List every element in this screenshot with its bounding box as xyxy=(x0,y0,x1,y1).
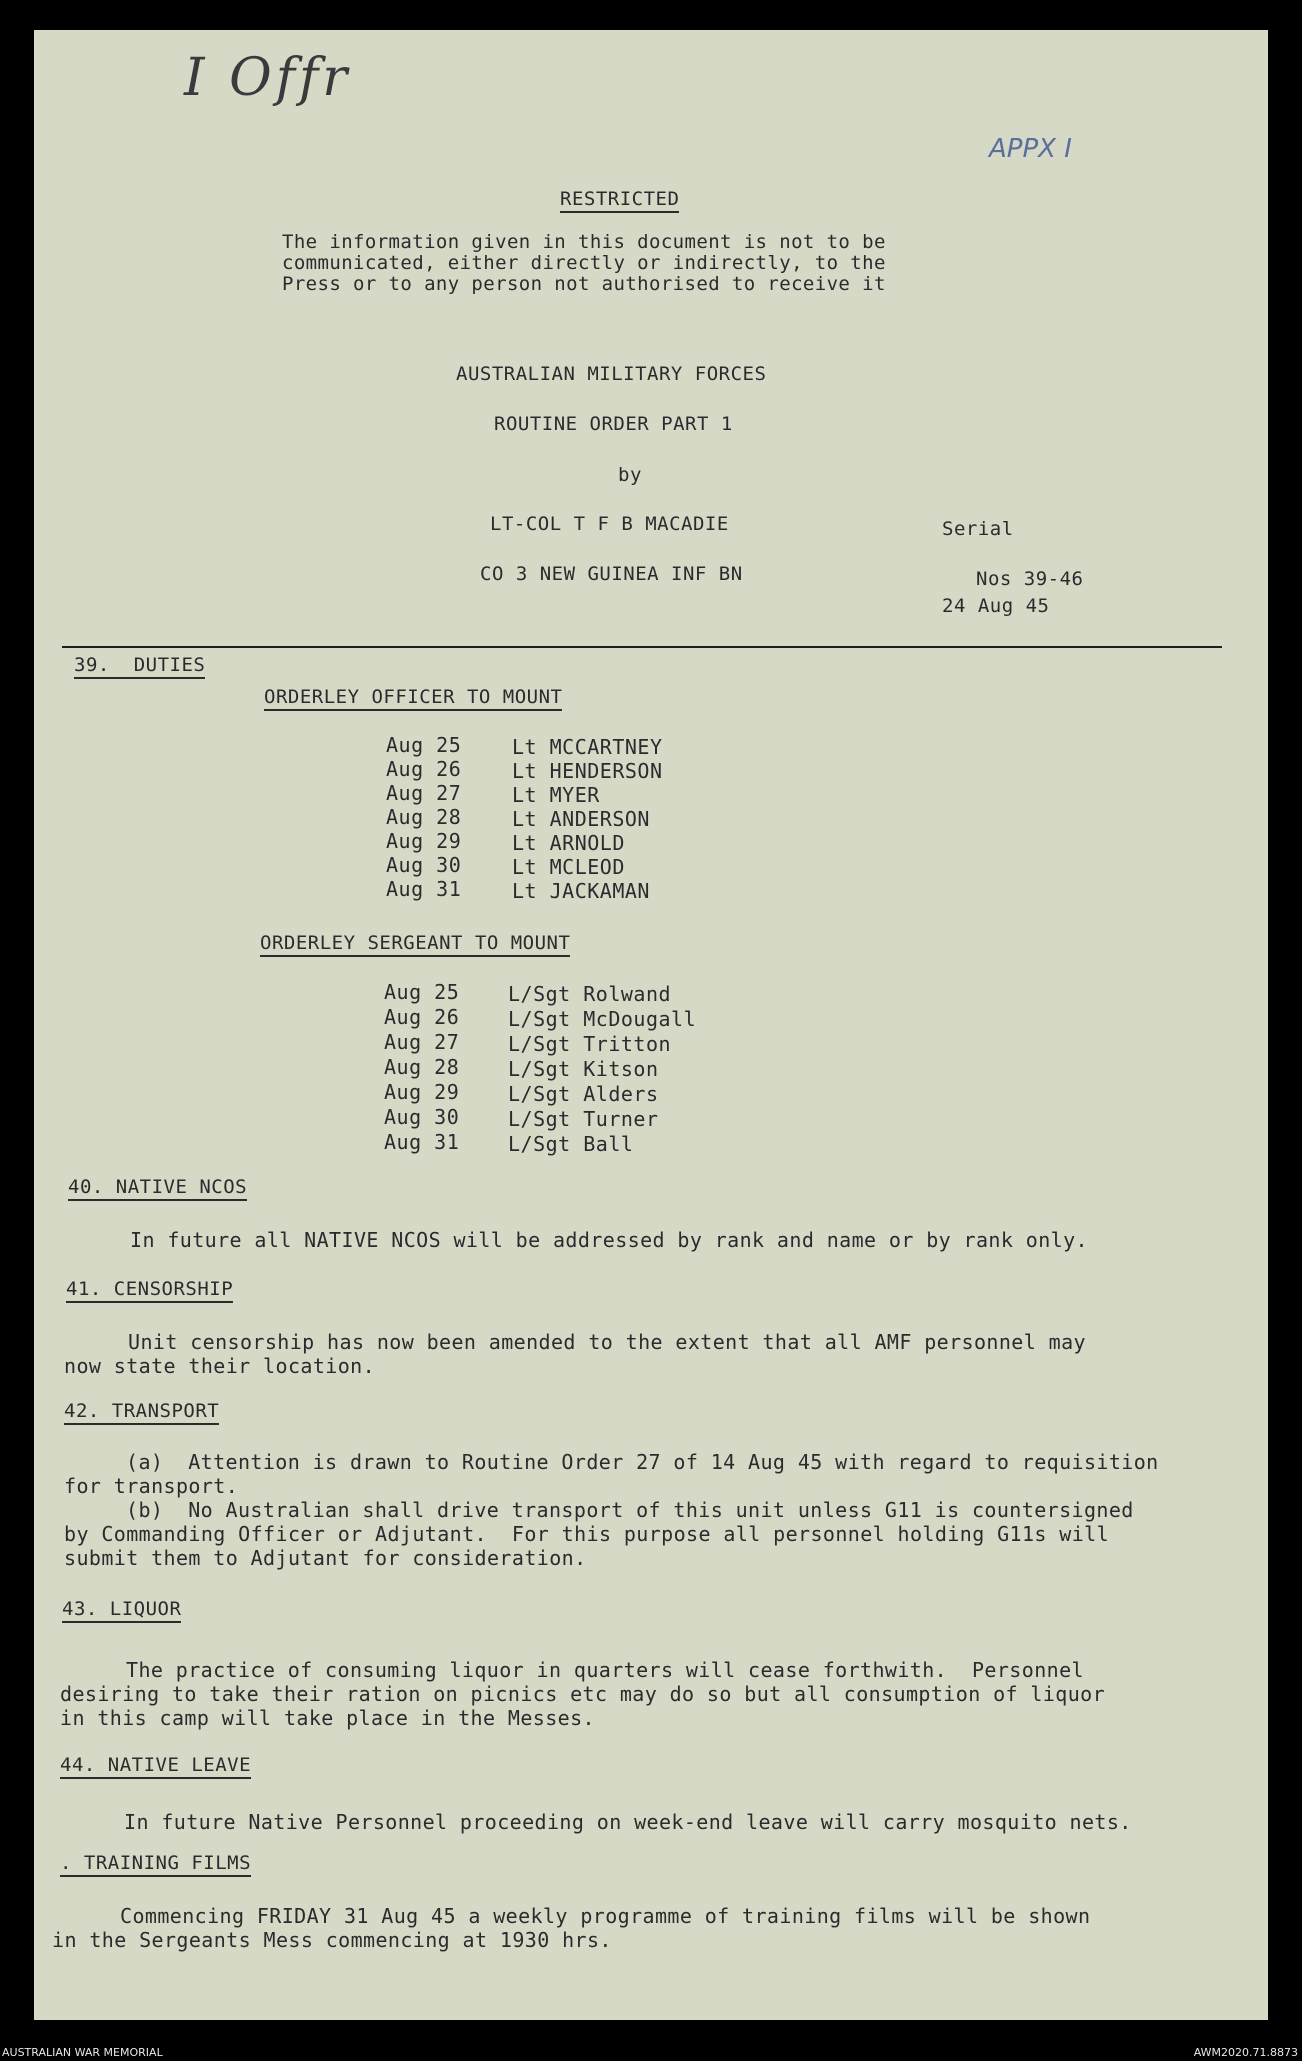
notice-line: communicated, either directly or indirectly, to the xyxy=(282,252,886,274)
roster-date: Aug 31 xyxy=(386,877,462,901)
roster-name: Lt JACKAMAN xyxy=(512,879,650,903)
roster-date: Aug 31 xyxy=(384,1130,460,1154)
liquor-text xyxy=(60,1658,1105,1730)
paragraph-line: The practice of consuming liquor in quarters will cease forthwith. Personnel xyxy=(126,1658,1084,1682)
footer-credit: AUSTRALIAN WAR MEMORIAL xyxy=(2,2046,163,2059)
roster-date: Aug 26 xyxy=(384,1005,460,1029)
serial-numbers: Nos 39-46 xyxy=(976,568,1084,590)
section-heading-transport: 42. TRANSPORT xyxy=(64,1400,219,1425)
roster-name: L/Sgt McDougall xyxy=(508,1007,697,1031)
roster-name: L/Sgt Alders xyxy=(508,1082,659,1106)
paragraph-line: in this camp will take place in the Messes. xyxy=(60,1706,595,1730)
paragraph-line: in the Sergeants Mess commencing at 1930 hrs. xyxy=(52,1928,612,1952)
restricted-label: RESTRICTED xyxy=(560,188,679,213)
organisation-title: AUSTRALIAN MILITARY FORCES xyxy=(456,363,767,385)
native-ncos-text xyxy=(130,1228,1088,1252)
notice-line: Press or to any person not authorised to receive it xyxy=(282,273,886,295)
roster-name: Lt MCCARTNEY xyxy=(512,735,663,759)
paragraph-line: Unit censorship has now been amended to the extent that all AMF personnel may xyxy=(128,1330,1086,1354)
roster-date: Aug 29 xyxy=(384,1080,460,1104)
footer-accession-number: AWM2020.71.8873 xyxy=(1193,2046,1298,2059)
roster-date: Aug 30 xyxy=(384,1105,460,1129)
by-line: by xyxy=(618,464,642,486)
notice-line: The information given in this document is not to be xyxy=(282,231,886,253)
paragraph-line: (b) No Australian shall drive transport of this unit unless G11 is countersigned xyxy=(126,1498,1134,1522)
commanding-officer-name: LT-COL T F B MACADIE xyxy=(490,513,729,535)
orderly-sergeant-heading: ORDERLEY SERGEANT TO MOUNT xyxy=(260,932,570,957)
roster-date: Aug 27 xyxy=(386,781,462,805)
transport-text xyxy=(64,1450,1159,1570)
roster-date: Aug 28 xyxy=(386,805,462,829)
roster-name: L/Sgt Tritton xyxy=(508,1032,672,1056)
roster-date: Aug 26 xyxy=(386,757,462,781)
handwritten-appendix-mark: APPX I xyxy=(989,134,1072,164)
roster-date: Aug 29 xyxy=(386,829,462,853)
section-heading-native-ncos: 40. NATIVE NCOS xyxy=(68,1176,247,1201)
paragraph-line: now state their location. xyxy=(64,1354,376,1378)
section-heading-training-films: . TRAINING FILMS xyxy=(60,1852,251,1877)
unit-name: CO 3 NEW GUINEA INF BN xyxy=(480,563,743,585)
paragraph-line: desiring to take their ration on picnics etc may do so but all consumption of liquor xyxy=(60,1682,1106,1706)
roster-name: L/Sgt Turner xyxy=(508,1107,659,1131)
roster-name: Lt ANDERSON xyxy=(512,807,650,831)
orderly-officer-heading: ORDERLEY OFFICER TO MOUNT xyxy=(264,686,562,711)
order-title: ROUTINE ORDER PART 1 xyxy=(494,413,733,435)
document-page xyxy=(34,30,1268,2020)
paragraph-line: Commencing FRIDAY 31 Aug 45 a weekly programme of training films will be shown xyxy=(120,1904,1091,1928)
paragraph-line: In future all NATIVE NCOS will be addressed by rank and name or by rank only. xyxy=(130,1228,1088,1252)
serial-label: Serial xyxy=(942,518,1014,540)
roster-name: L/Sgt Ball xyxy=(508,1132,634,1156)
roster-name: L/Sgt Kitson xyxy=(508,1057,659,1081)
roster-name: Lt HENDERSON xyxy=(512,759,663,783)
training-films-text xyxy=(52,1904,1090,1952)
section-heading-duties: 39. DUTIES xyxy=(74,654,205,679)
roster-date: Aug 27 xyxy=(384,1030,460,1054)
roster-name: Lt MCLEOD xyxy=(512,855,625,879)
native-leave-text xyxy=(124,1810,1132,1834)
section-heading-liquor: 43. LIQUOR xyxy=(62,1598,181,1623)
roster-date: Aug 25 xyxy=(384,980,460,1004)
paragraph-line: In future Native Personnel proceeding on week-end leave will carry mosquito nets. xyxy=(124,1810,1132,1834)
section-heading-native-leave: 44. NATIVE LEAVE xyxy=(60,1754,251,1779)
roster-date: Aug 30 xyxy=(386,853,462,877)
header-divider xyxy=(62,646,1222,648)
roster-date: Aug 28 xyxy=(384,1055,460,1079)
order-date: 24 Aug 45 xyxy=(942,595,1050,617)
paragraph-line: for transport. xyxy=(64,1474,239,1498)
roster-date: Aug 25 xyxy=(386,733,462,757)
handwritten-note-top-left: I Offr xyxy=(184,48,352,108)
roster-name: Lt MYER xyxy=(512,783,600,807)
roster-name: L/Sgt Rolwand xyxy=(508,982,672,1006)
restriction-notice xyxy=(282,232,886,295)
roster-name: Lt ARNOLD xyxy=(512,831,625,855)
paragraph-line: (a) Attention is drawn to Routine Order 27 of 14 Aug 45 with regard to requisition xyxy=(126,1450,1159,1474)
paragraph-line: by Commanding Officer or Adjutant. For this purpose all personnel holding G11s will xyxy=(64,1522,1110,1546)
censorship-text xyxy=(64,1330,1086,1378)
paragraph-line: submit them to Adjutant for consideration. xyxy=(64,1546,587,1570)
section-heading-censorship: 41. CENSORSHIP xyxy=(66,1278,233,1303)
